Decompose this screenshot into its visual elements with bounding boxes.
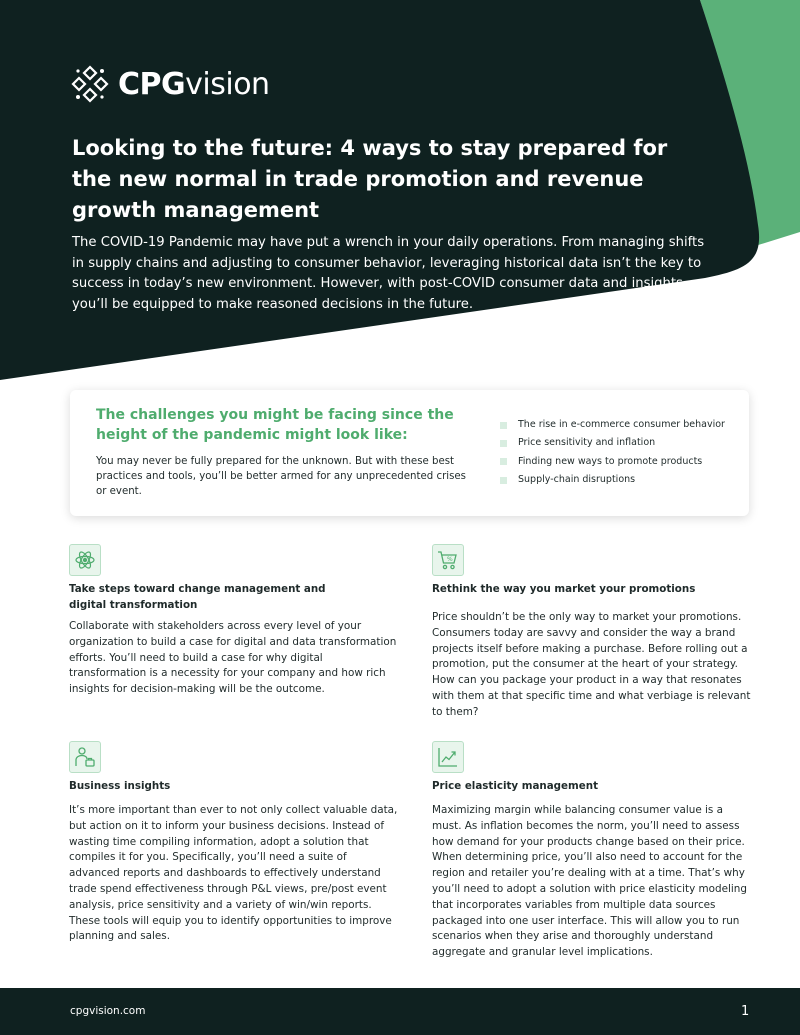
section-heading: Price elasticity management xyxy=(432,780,598,792)
challenges-text: You may never be fully prepared for the unknown. But with these best practices and tools, you’ll be better armed for any unprecedented crises or event. xyxy=(96,456,466,497)
challenges-list xyxy=(500,416,725,489)
section-heading: Take steps toward change management and digital transformation xyxy=(69,583,326,611)
page-number: 1 xyxy=(741,1004,750,1019)
bullet-square-icon xyxy=(500,477,507,484)
section-price-elasticity xyxy=(432,741,762,966)
list-item: Supply-chain disruptions xyxy=(500,471,725,489)
section-body: Price shouldn’t be the only way to market your promotions. Consumers today are savvy and consider the way a brand projects itself before making a purchase. Before rolling out a promotion, put the consumer at the heart of your strategy. How can you package your product in a way that resonates with them at that specific time and what verbiage is relevant to them? xyxy=(432,611,751,718)
svg-text:%: % xyxy=(447,556,453,563)
section-marketing-promotions xyxy=(432,544,762,724)
list-item: The rise in e-commerce consumer behavior xyxy=(500,416,725,434)
bullet-square-icon xyxy=(500,422,507,429)
logo-wordmark: CPGvision xyxy=(118,66,270,102)
intro-paragraph: The COVID-19 Pandemic may have put a wrench in your daily operations. From managing shifts in supply chains and adjusting to consumer behavior, leveraging historical data isn’t the key to success in today’s new environment. However, with post-COVID consumer data and insights, you’ll be equipped to make reasoned decisions in the future. xyxy=(72,235,705,312)
footer-website-link[interactable]: cpgvision.com xyxy=(70,1005,146,1017)
cart-icon xyxy=(432,544,464,576)
section-body: It’s more important than ever to not only collect valuable data, but action on it to inform your business decisions. Instead of wasting time compiling information, adopt a solution that compiles it for you. Specifically, you’ll need a suite of advanced reports and dashboards to effectively understand trade spend effectiveness through P&L views, pre/post event analysis, price sensitivity and a variety of win/win reports. These tools will equip you to identify opportunities to improve planning and sales. xyxy=(69,804,398,943)
challenges-card xyxy=(70,390,749,516)
brand-logo xyxy=(70,64,270,104)
footer xyxy=(0,988,800,1035)
bullet-square-icon xyxy=(500,440,507,447)
business-person-icon xyxy=(69,741,101,773)
list-item: Price sensitivity and inflation xyxy=(500,434,725,452)
page-title: Looking to the future: 4 ways to stay prepared for the new normal in trade promotion and revenue growth management xyxy=(72,136,668,222)
challenges-title: The challenges you might be facing since the height of the pandemic might look like: xyxy=(96,407,454,443)
section-heading: Business insights xyxy=(69,780,171,792)
section-business-insights xyxy=(69,741,399,951)
atom-icon xyxy=(69,544,101,576)
section-body: Maximizing margin while balancing consumer value is a must. As inflation becomes the norm, you’ll need to assess how demand for your products change based on their price. When determining price, you’ll also need to account for the region and retailer you’re dealing with at a time. That’s why you’ll need to adopt a solution with price elasticity modeling that incorporates variables from multiple data sources packaged into one user interface. This will allow you to run scenarios when they arise and thoroughly understand aggregate and granular level implications. xyxy=(432,804,747,959)
logo-mark-icon xyxy=(70,64,110,104)
section-change-management xyxy=(69,544,399,704)
list-item: Finding new ways to promote products xyxy=(500,453,725,471)
trend-chart-icon xyxy=(432,741,464,773)
bullet-square-icon xyxy=(500,458,507,465)
section-heading: Rethink the way you market your promotions xyxy=(432,583,696,595)
section-body: Collaborate with stakeholders across every level of your organization to build a case for digital and data transformation efforts. You’ll need to build a case for why digital transformation is a necessity for your company and how rich insights for decision-making will be the outcome. xyxy=(69,620,397,696)
